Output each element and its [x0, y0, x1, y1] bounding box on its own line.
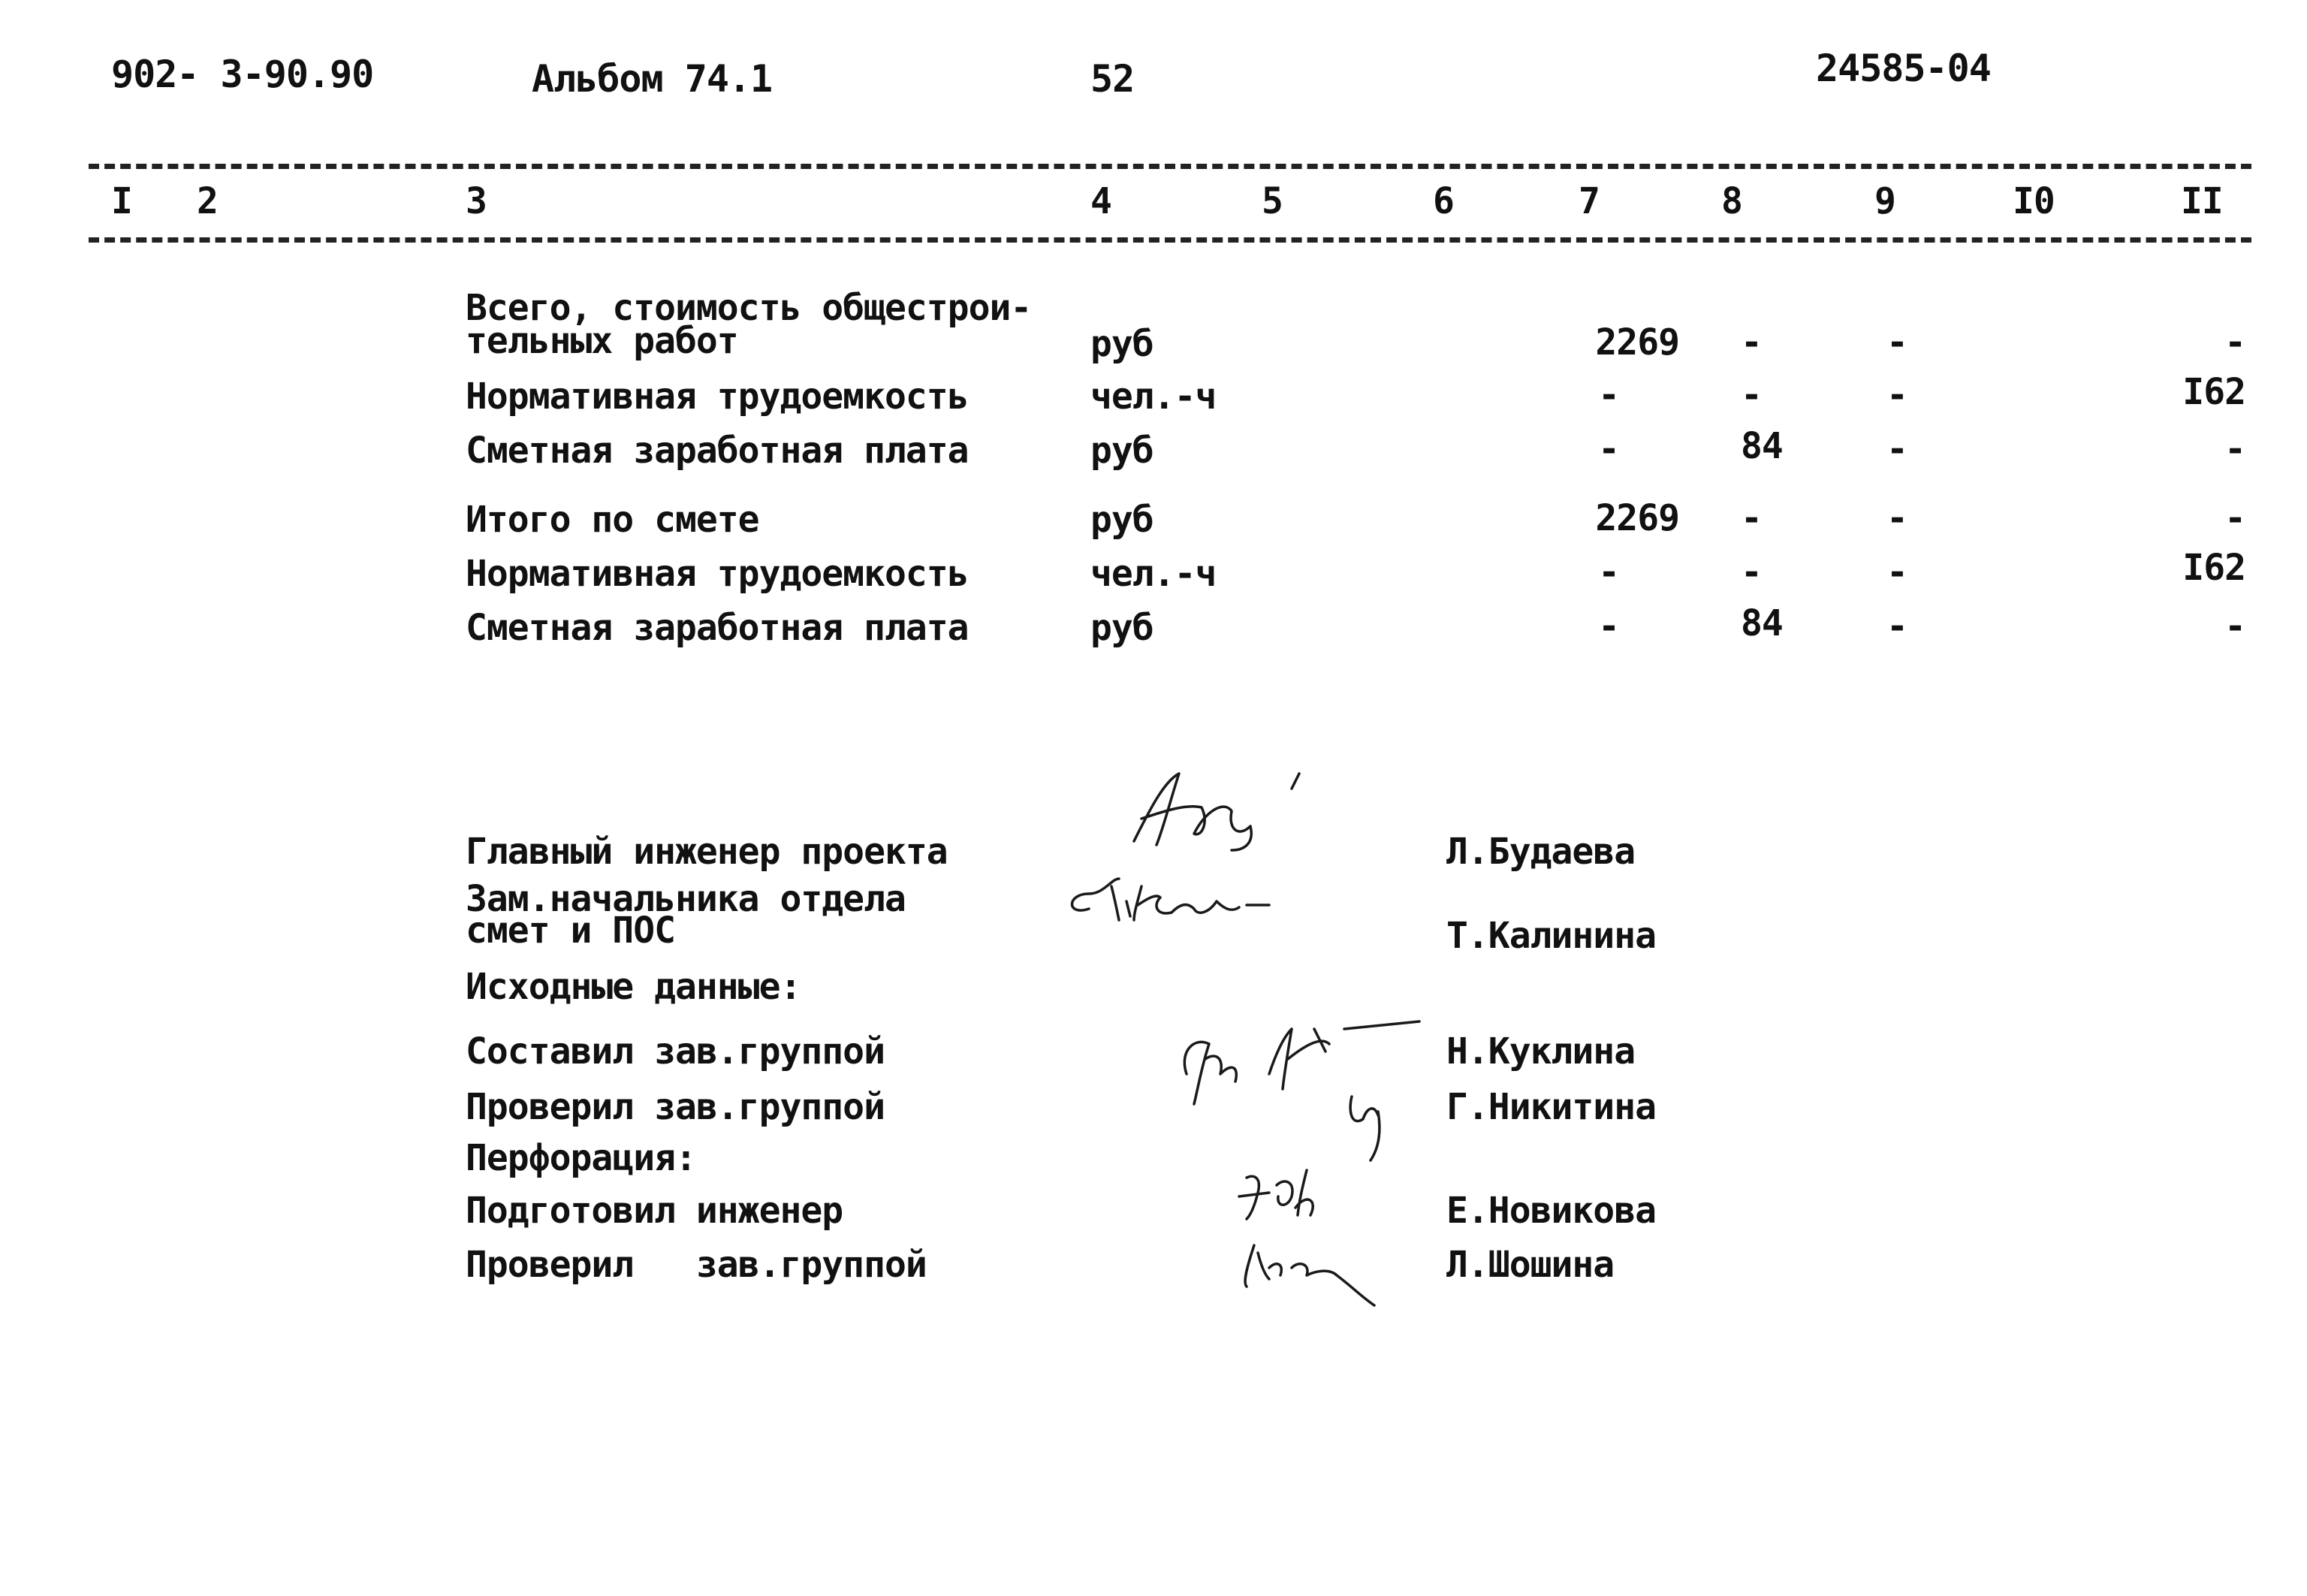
row-name: Нормативная трудоемкость	[466, 553, 969, 595]
handwritten-signature-budaeva	[1119, 766, 1329, 856]
row-value-col9: -	[1886, 605, 1907, 647]
signature-person: Н.Куклина	[1446, 1030, 1636, 1073]
handwritten-signature-novikova-shoshina	[1224, 1163, 1419, 1313]
signature-role: Составил зав.группой	[466, 1030, 885, 1073]
row-value-col8: 84	[1741, 425, 1783, 467]
row-value-col9: -	[1886, 497, 1907, 539]
row-value-col9: -	[1886, 321, 1907, 364]
row-value-col8: -	[1741, 374, 1762, 416]
inventory-number: 24585-04	[1816, 47, 1991, 90]
table-header-rule	[89, 237, 2251, 243]
row-name: Итого по смете	[466, 499, 759, 541]
row-value-col8: 84	[1741, 602, 1783, 644]
row-value-col7: 2269	[1595, 321, 1679, 364]
row-unit: руб	[1090, 607, 1154, 649]
row-unit: руб	[1090, 430, 1154, 472]
column-header-10: I0	[2013, 180, 2055, 222]
row-value-col8: -	[1741, 321, 1762, 364]
row-unit: чел.-ч	[1090, 376, 1217, 418]
document-code: 902- 3-90.90	[111, 53, 374, 96]
signature-role: Перфорация:	[466, 1137, 696, 1179]
signature-role: Проверил зав.группой	[466, 1086, 885, 1128]
row-name: Нормативная трудоемкость	[466, 376, 969, 418]
row-value-col7: -	[1598, 374, 1619, 416]
handwritten-signature-kalinina	[1059, 871, 1299, 931]
column-header-7: 7	[1579, 180, 1600, 222]
signature-role: Проверил зав.группой	[466, 1244, 927, 1286]
column-header-9: 9	[1874, 180, 1895, 222]
row-value-col7: -	[1598, 428, 1619, 470]
row-value-col11: -	[2224, 497, 2245, 539]
column-header-2: 2	[197, 180, 218, 222]
column-header-11: II	[2181, 180, 2223, 222]
column-header-3: 3	[466, 180, 487, 222]
column-header-5: 5	[1262, 180, 1283, 222]
row-name: Сметная заработная плата	[466, 607, 969, 649]
column-header-8: 8	[1721, 180, 1742, 222]
column-header-6: 6	[1433, 180, 1454, 222]
signature-role: Зам.начальника отдела смет и ПОС	[466, 878, 906, 952]
row-value-col7: -	[1598, 551, 1619, 593]
handwritten-signature-kuklina-nikitina	[1164, 1006, 1434, 1164]
table-top-rule	[89, 164, 2251, 169]
row-value-col7: -	[1598, 605, 1619, 647]
row-name: Сметная заработная плата	[466, 430, 969, 472]
column-header-1: I	[111, 180, 132, 222]
row-unit: руб	[1090, 323, 1154, 365]
column-header-4: 4	[1090, 180, 1111, 222]
page-number: 52	[1090, 57, 1135, 101]
row-value-col9: -	[1886, 428, 1907, 470]
album-label: Альбом 74.1	[532, 57, 773, 101]
row-value-col7: 2269	[1595, 497, 1679, 539]
row-value-col11: -	[2224, 428, 2245, 470]
row-value-col8: -	[1741, 497, 1762, 539]
signature-role: Исходные данные:	[466, 966, 801, 1008]
signature-person: Л.Будаева	[1446, 831, 1636, 873]
row-value-col11: I62	[2182, 547, 2245, 589]
row-value-col11: I62	[2182, 371, 2245, 413]
row-value-col9: -	[1886, 374, 1907, 416]
signature-person: Е.Новикова	[1446, 1190, 1656, 1232]
signature-person: Т.Калинина	[1446, 915, 1656, 957]
row-value-col9: -	[1886, 551, 1907, 593]
signature-person: Л.Шошина	[1446, 1244, 1615, 1286]
row-value-col8: -	[1741, 551, 1762, 593]
row-unit: чел.-ч	[1090, 553, 1217, 595]
signature-role: Подготовил инженер	[466, 1190, 843, 1232]
row-name: Всего, стоимость общестрои- тельных работ	[466, 287, 1032, 362]
row-value-col11: -	[2224, 321, 2245, 364]
row-value-col11: -	[2224, 605, 2245, 647]
signature-person: Г.Никитина	[1446, 1086, 1656, 1128]
row-unit: руб	[1090, 499, 1154, 541]
signature-role: Главный инженер проекта	[466, 831, 948, 873]
